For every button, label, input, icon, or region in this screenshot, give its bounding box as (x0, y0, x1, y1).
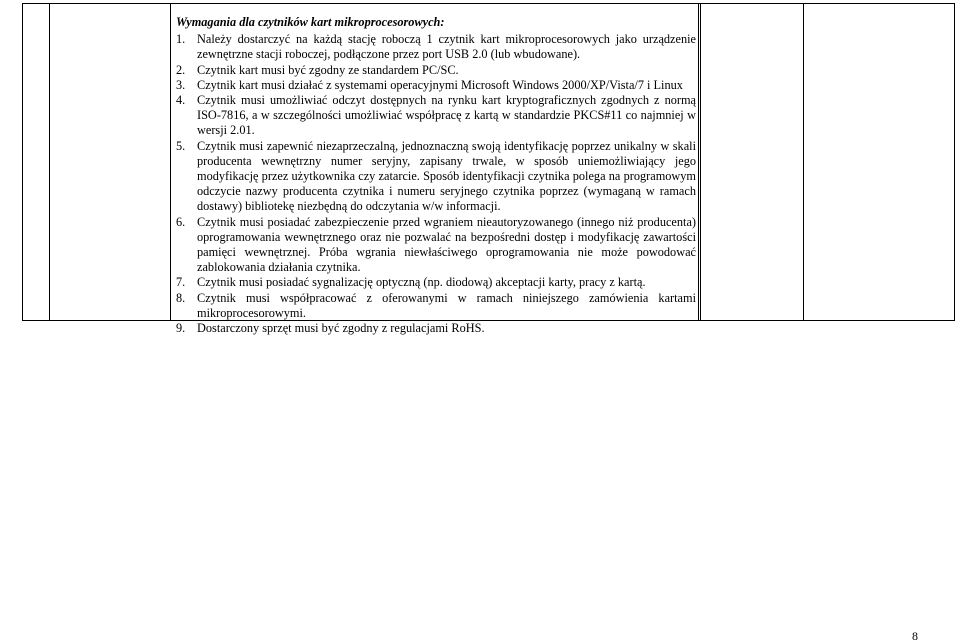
list-item (176, 32, 696, 62)
list-item (176, 63, 696, 78)
list-item-text: Czytnik musi zapewnić niezaprzeczalną, jednoznaczną swoją identyfikację poprzez unikalny w skali producenta wewnętrzny numer seryjny, zapisany trwale, w sposób uniemożliwiający jego modyfikację przez użytkownika czy zatarcie. Sposób identyfikacji czytnika polega na programowym odczycie nazwy producenta czytnika i numeru seryjnego czytnika poprzez (wymaganą w ramach dostawy) bibliotekę niezbędną do odczytania w/w informacji. (197, 138, 696, 214)
list-item (176, 321, 696, 336)
list-item (176, 139, 696, 215)
list-item-text: Czytnik musi umożliwiać odczyt dostępnych na rynku kart kryptograficznych zgodnych z normą ISO-7816, a w szczególności umożliwiać współpracę z kartą w standardzie PKCS#11 co najmniej w wersji 2.01. (197, 93, 696, 138)
table-divider (803, 4, 804, 320)
list-item (176, 215, 696, 276)
table-divider (49, 4, 50, 320)
list-item-text: Dostarczony sprzęt musi być zgodny z regulacjami RoHS. (197, 321, 485, 336)
section-heading: Wymagania dla czytników kart mikroprocesorowych: (176, 15, 445, 29)
list-item-text: Czytnik musi posiadać sygnalizację optyczną (np. diodową) akceptacji karty, pracy z kartą. (197, 275, 646, 290)
list-item-number: 5. (176, 138, 186, 153)
list-item (176, 93, 696, 139)
list-item-text: Czytnik musi posiadać zabezpieczenie przed wgraniem nieautoryzowanego (innego niż producenta) oprogramowania wewnętrznego oraz nie pozwalać na bezpośredni dostęp i modyfikację zawartości pamięci wewnętrznej. Próba wgrania niewłaściwego oprogramowania nie może powodować zablokowania działania czytnika. (197, 214, 696, 275)
page-number: 8 (912, 629, 918, 643)
list-item-text: Czytnik musi współpracować z oferowanymi w ramach niniejszego zamówienia kartami mikroprocesorowymi. (197, 290, 696, 320)
list-item-number: 2. (176, 62, 186, 77)
list-item (176, 275, 696, 290)
requirements-cell (176, 15, 696, 336)
list-item-number: 6. (176, 214, 186, 229)
table-divider (170, 4, 171, 320)
list-item-number: 4. (176, 93, 186, 108)
requirements-list (176, 32, 696, 336)
table-divider (698, 4, 701, 320)
list-item-number: 7. (176, 275, 186, 290)
list-item (176, 291, 696, 321)
list-item-number: 8. (176, 290, 186, 305)
list-item-number: 1. (176, 32, 186, 47)
list-item (176, 78, 696, 93)
list-item-text: Czytnik kart musi być zgodny ze standardem PC/SC. (197, 62, 459, 77)
list-item-text: Należy dostarczyć na każdą stację roboczą 1 czytnik kart mikroprocesorowych jako urządzenie zewnętrzne stacji roboczej, podłączone przez port USB 2.0 (lub wbudowane). (197, 32, 696, 62)
list-item-text: Czytnik kart musi działać z systemami operacyjnymi Microsoft Windows 2000/XP/Vista/7 i Linux (197, 77, 683, 92)
list-item-number: 3. (176, 77, 186, 92)
list-item-number: 9. (176, 321, 186, 336)
